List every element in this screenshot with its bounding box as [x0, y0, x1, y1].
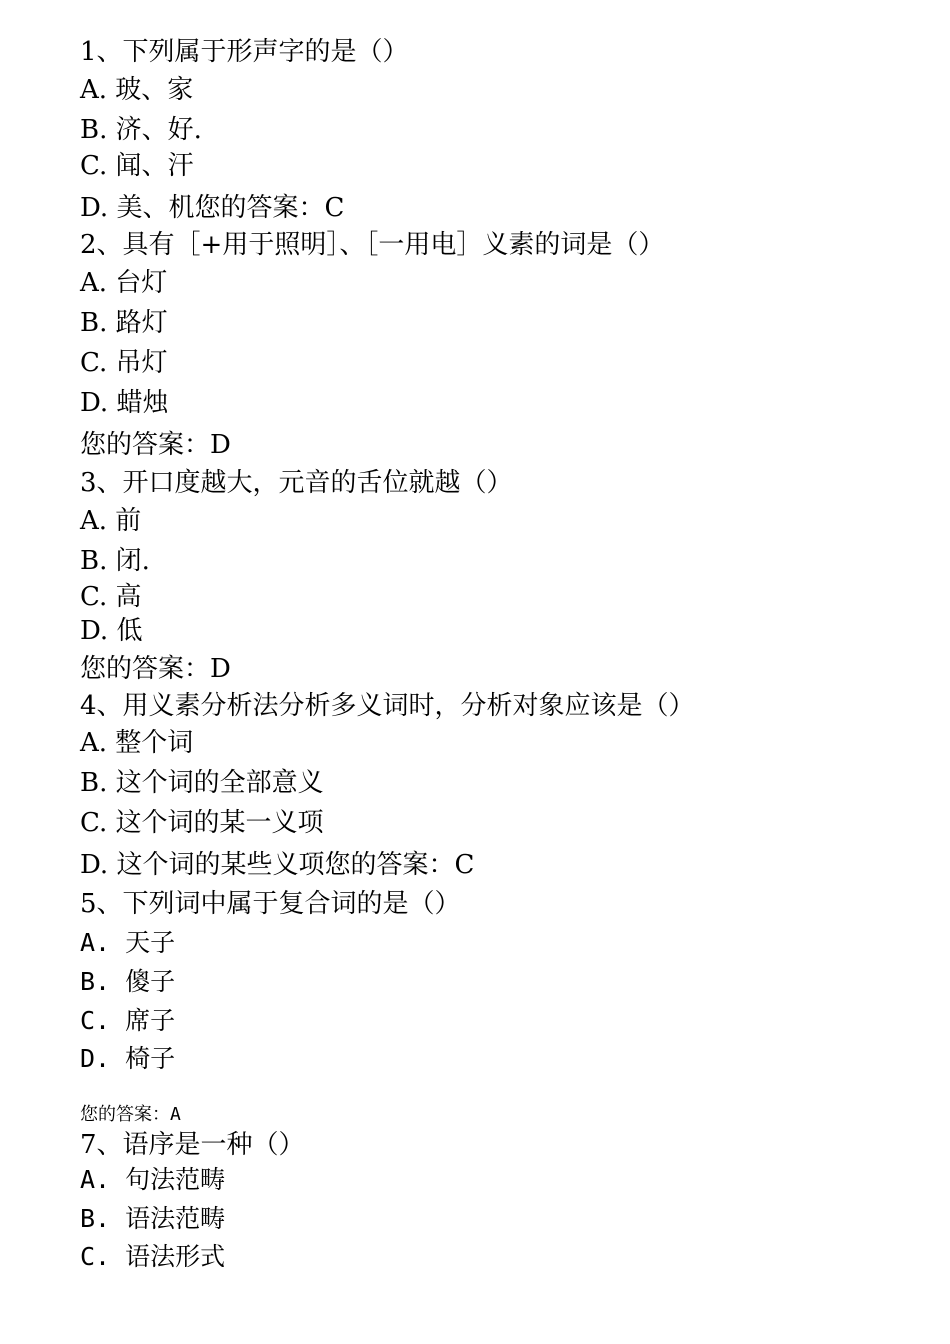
- question-4: 4、用义素分析法分析多义词时，分析对象应该是（）: [80, 691, 695, 721]
- q5-option-c: C. 席子: [80, 1006, 176, 1035]
- q7-option-a: A. 句法范畴: [80, 1165, 226, 1194]
- q3-option-d: D. 低: [80, 616, 143, 646]
- q1-option-a: A. 玻、家: [80, 75, 194, 105]
- q4-option-b: B. 这个词的全部意义: [80, 768, 324, 798]
- q7-option-c: C. 语法形式: [80, 1242, 226, 1271]
- q4-option-a: A. 整个词: [80, 728, 194, 758]
- q1-option-c: C. 闻、汗: [80, 151, 194, 181]
- q5-answer: 您的答案：A: [80, 1104, 181, 1125]
- q1-option-d-answer: D. 美、机您的答案：C: [80, 193, 345, 223]
- q2-option-b: B. 路灯: [80, 308, 168, 338]
- q3-option-c: C. 高: [80, 582, 142, 612]
- q5-option-d: D. 椅子: [80, 1044, 176, 1073]
- question-2: 2、具有［+用于照明］、［一用电］义素的词是（）: [80, 230, 665, 260]
- q3-answer: 您的答案：D: [80, 654, 231, 684]
- q5-option-a: A. 天子: [80, 928, 176, 957]
- question-5: 5、下列词中属于复合词的是（）: [80, 889, 461, 919]
- question-1: 1、下列属于形声字的是（）: [80, 37, 409, 67]
- q2-option-c: C. 吊灯: [80, 348, 168, 378]
- q1-option-b: B. 济、好.: [80, 115, 202, 145]
- q2-option-a: A. 台灯: [80, 268, 168, 298]
- q4-option-d-answer: D. 这个词的某些义项您的答案：C: [80, 850, 475, 880]
- question-7: 7、语序是一种（）: [80, 1130, 305, 1160]
- q4-option-c: C. 这个词的某一义项: [80, 808, 324, 838]
- q2-option-d: D. 蜡烛: [80, 388, 169, 418]
- q3-option-b: B. 闭.: [80, 546, 150, 576]
- question-3: 3、开口度越大，元音的舌位就越（）: [80, 468, 513, 498]
- q7-option-b: B. 语法范畴: [80, 1204, 226, 1233]
- q5-option-b: B. 傻子: [80, 967, 176, 996]
- q2-answer: 您的答案：D: [80, 430, 231, 460]
- q3-option-a: A. 前: [80, 506, 142, 536]
